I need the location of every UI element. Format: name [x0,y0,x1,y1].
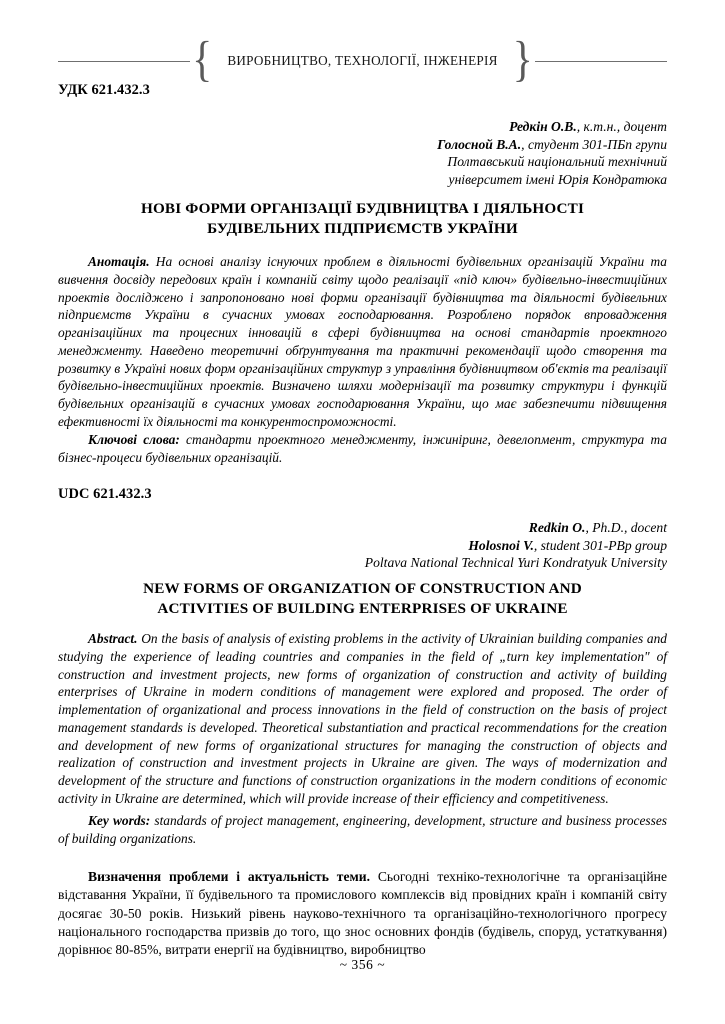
paper-title-line-2: БУДІВЕЛЬНИХ ПІДПРИЄМСТВ УКРАЇНИ [207,220,518,238]
abstract-english [58,630,667,808]
body-paragraph [58,868,667,959]
udc-english: UDC 621.432.3 [58,486,152,502]
author-role-1-en: , Ph.D., docent [585,520,667,535]
paper-title-line-1: НОВІ ФОРМИ ОРГАНІЗАЦІЇ БУДІВНИЦТВА І ДІЯЛЬНОСТІ [140,200,585,217]
author-role-2: , студент 301-ПБп групи [521,136,667,152]
author-name-2: Голосной В.А. [437,136,522,152]
paper-title-english [58,579,667,619]
udc-ukrainian: УДК 621.432.3 [58,82,150,98]
paper-title-line-1-en: NEW FORMS OF ORGANIZATION OF CONSTRUCTION AND [143,580,582,597]
author-line-1 [58,118,667,136]
author-name-2-en: Holosnoi V. [468,537,534,553]
body-paragraph-text: Сьогодні техніко-технологічне та організаційне відставання України, її будівельного та промислового комплексів від провідних країн і компаній світу досягає 30-50 років. Низький рівень науково-технічного та організаційно-технологічного прогресу національного господарства призвів до того, що знос основних фондів (будівель, споруд, устаткування) дорівнює 80-85%, витрати енергії на будівництво, виробництво [58,869,667,958]
abstract-label-ukrainian: Анотація. [88,254,150,269]
affiliation-line-1-en: Poltava National Technical Yuri Kondratyuk University [364,555,667,571]
abstract-ukrainian [58,253,667,431]
author-line-2 [58,136,667,154]
keywords-label-english: Key words: [88,813,151,828]
keywords-ukrainian [58,431,667,467]
running-head: { ВИРОБНИЦТВО, ТЕХНОЛОГІЇ, ІНЖЕНЕРІЯ } [58,44,667,78]
affiliation-line-2: університет імені Юрія Кондратюка [448,172,667,188]
keywords-label-ukrainian: Ключові слова: [88,432,180,447]
author-line-1-en [58,519,667,537]
running-head-rule-right [535,61,667,62]
page-number: ~ 356 ~ [339,957,386,972]
author-name-1-en: Redkin O. [528,520,586,535]
abstract-text-ukrainian: На основі аналізу існуючих проблем в діяльності будівельних організацій України та вивчення досвіду передових країн і компаній світу щодо реалізації «під ключ» будівельно-інвестиційних проектів досліджено і запропоновано нові форми організації будівництва та діяльності будівельних підприємств України в сучасних умовах господарювання. Розроблено порядок впровадження організаційних та процесних інновацій в сфері будівництва на основі стандартів проектного менеджменту. Наведено теоретичні обґрунтування та практичні рекомендації щодо створення та розвитку в Україні нових форм організаційних структур з управління будівництвом об'єктів та реалізації будівельно-інвестиційних проектів. Визначено шляхи модернізації та розвитку структури і функцій будівельних організацій в сучасних умовах господарювання України, що має забезпечити підвищення ефективності їх діяльності та конкурентоспроможності. [58,254,667,429]
paper-title-ukrainian [58,199,667,239]
affiliation-line-1: Полтавський національний технічний [447,154,667,170]
abstract-label-english: Abstract. [88,631,138,646]
author-name-1: Редкін О.В. [509,119,577,134]
keywords-text-ukrainian: стандарти проектного менеджменту, інжиніринг, девелопмент, структура та бізнес-процеси будівельних організацій. [58,432,667,465]
author-block-english [58,519,667,572]
paper-title-line-2-en: ACTIVITIES OF BUILDING ENTERPRISES OF UKRAINE [157,600,568,618]
author-block-ukrainian [58,118,667,189]
keywords-text-english: standards of project management, engineering, development, structure and business processes of building organizations. [58,813,667,846]
author-line-2-en [58,537,667,555]
author-role-1: , к.т.н., доцент [576,119,667,134]
author-role-2-en: , student 301-PBp group [533,537,667,553]
abstract-text-english: On the basis of analysis of existing problems in the activity of Ukrainian building companies and studying the experience of leading countries and companies in the field of „turn key implementation" of construction and investment projects, new forms of organization of construction and activity of building enterprises of Ukraine in modern conditions of management were explored and proposed. The order of implementation of organizational and process innovations in the field of construction on the basis of project management standards is developed. Theoretical substantiation and practical recommendations for the creation and development of new forms of organizational structures for managing the construction of objects and realization of construction and investment projects in Ukraine are given. The ways of modernization and development of the structure and functions of construction organizations in the modern conditions of economic activity in Ukraine are determined, which will provide increase of their efficiency and competitiveness. [58,631,667,806]
body-paragraph-heading: Визначення проблеми і актуальність теми. [88,869,370,884]
running-head-title: ВИРОБНИЦТВО, ТЕХНОЛОГІЇ, ІНЖЕНЕРІЯ [227,53,498,68]
keywords-english [58,812,667,848]
running-head-rule-left [58,61,190,62]
